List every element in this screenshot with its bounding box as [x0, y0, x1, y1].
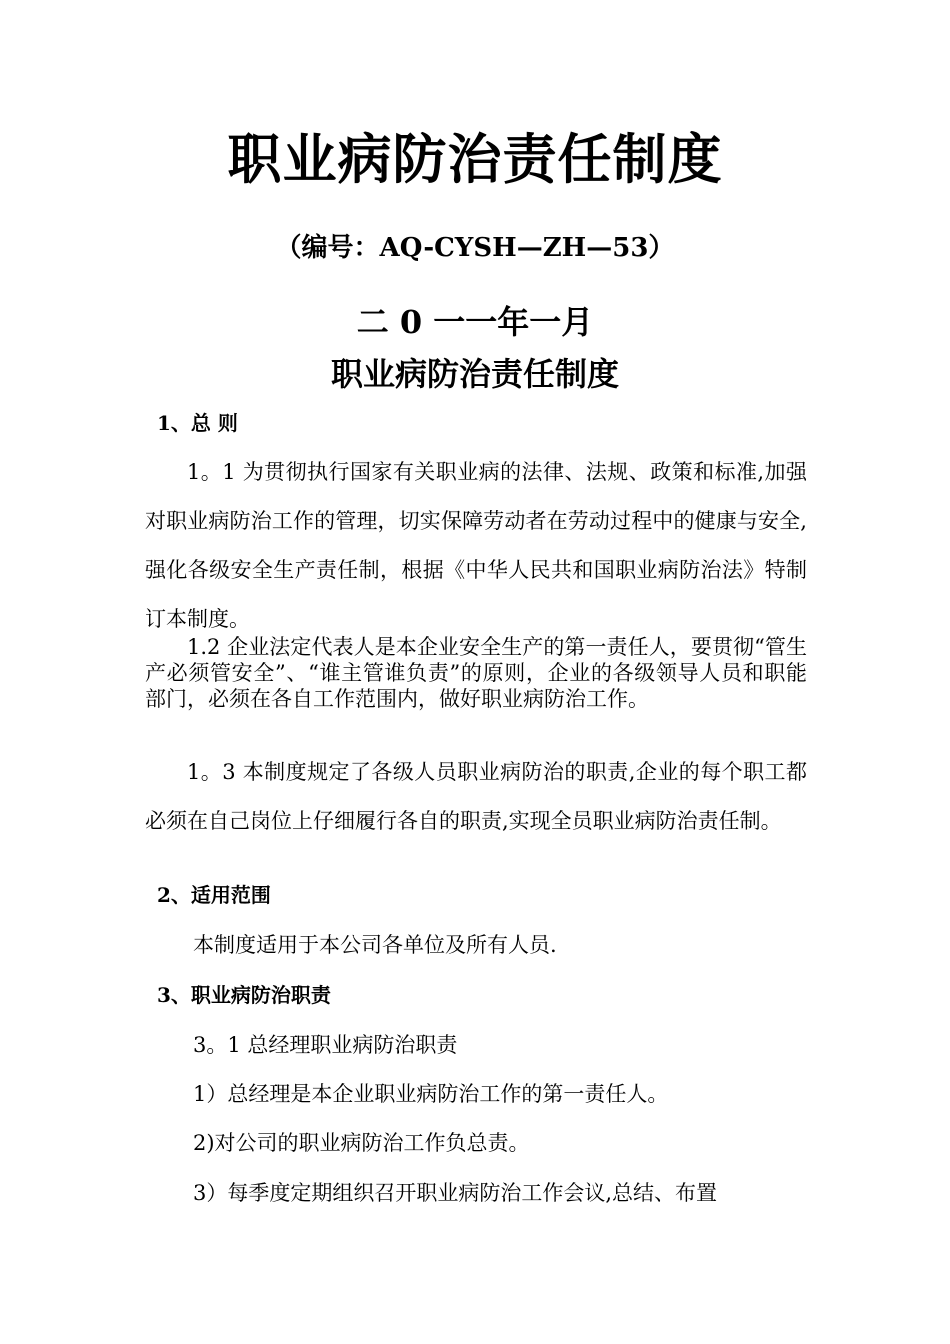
document-date: 二 0 一一年一月: [356, 303, 594, 341]
paragraph-1-1: 1。1 为贯彻执行国家有关职业病的法律、法规、政策和标准,加强对职业病防治工作的管理，切实保障劳动者在劳动过程中的健康与安全,强化各级安全生产责任制，根据《中华人民共和国职业病防治法》特制订本制度。: [145, 460, 807, 631]
list-item: 1）总经理是本企业职业病防治工作的第一责任人。: [193, 1082, 669, 1106]
document-title: 职业病防治责任制度: [227, 128, 723, 191]
subsection-3-1: 3。1 总经理职业病防治职责: [193, 1033, 458, 1057]
section-heading-duties: 3、职业病防治职责: [157, 983, 331, 1007]
scope-text: 本制度适用于本公司各单位及所有人员.: [193, 933, 557, 957]
list-item: 2)对公司的职业病防治工作负总责。: [193, 1131, 530, 1155]
document-subtitle: 职业病防治责任制度: [330, 355, 619, 393]
section-heading-scope: 2、适用范围: [157, 883, 271, 907]
document-number: （编号：AQ-CYSH—ZH—53）: [275, 233, 675, 263]
section-heading-general: 1、总 则: [157, 411, 238, 435]
paragraph-1-3: 1。3 本制度规定了各级人员职业病防治的职责,企业的每个职工都必须在自己岗位上仔细履行各自的职责,实现全员职业病防治责任制。: [145, 760, 807, 833]
paragraph-1-2: 1.2 企业法定代表人是本企业安全生产的第一责任人，要贯彻“管生产必须管安全”、“谁主管谁负责”的原则，企业的各级领导人员和职能部门，必须在各自工作范围内，做好职业病防治工作。: [145, 635, 807, 711]
list-item: 3）每季度定期组织召开职业病防治工作会议,总结、布置: [193, 1181, 718, 1205]
